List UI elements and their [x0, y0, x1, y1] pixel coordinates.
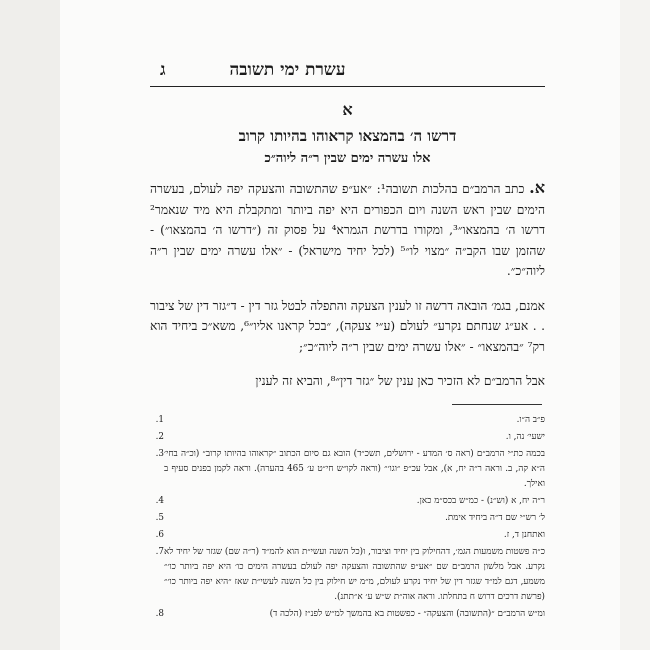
footnote-number: 7. — [155, 547, 164, 557]
footnote-text: ר״ה יח, א (וש״נ) - כמ״ש בכס״מ כאן. — [416, 496, 545, 506]
footnote-number: 3. — [155, 449, 164, 459]
paragraph-3: אבל הרמב״ם לא הזכיר כאן ענין של ״גזר דין״⁸, והביא זה לענין — [255, 374, 545, 388]
footnote — [150, 413, 545, 428]
page-gutter — [0, 0, 60, 650]
running-header-title: עשרת ימי תשובה — [229, 60, 346, 80]
footnote-number: 4. — [155, 496, 164, 506]
footnote-number: 5. — [155, 513, 164, 523]
paragraph-1 — [150, 178, 545, 282]
footnote — [150, 528, 545, 543]
footnote-text: בכמה כת״י הרמב״ם (ראה ס׳ המדע - ירושלים, תשכ״ד) הובא גם סיום הכתוב ״קראוהו בהיותו קרוב״ (וכ״ה בחי׳ ה״א קה, ב. וראה ר״ה יח, א), אבל עכ״פ ״וגו׳״ (וראה לקו״ש חי״ט ע׳ 465 בהערה). וראה לקמן בפנים סעיף ב ואילך. — [164, 449, 545, 489]
footnote-text: פ״ב ה״ו. — [516, 415, 545, 425]
footnote-number: 6. — [155, 530, 164, 540]
footnote-number: 1. — [155, 415, 164, 425]
footnote — [150, 545, 545, 605]
footnote-text: ישעי׳ נה, ו. — [505, 432, 545, 442]
footnote-number: 2. — [155, 432, 164, 442]
paragraph-2: אמנם, בגמ׳ הובאה דרשה זו לענין הצעקה והתפלה לבטל גזר דין - ד״גזר דין של ציבור . . אע״ג שנחתם נקרע״ לעולם (ע״י צעקה), ״בכל קראנו אליו״⁶, משא״כ ביחיד הוא רק⁷ ״בהמצאו״ - ״אלו עשרה ימים שבין ר״ה ליוה״כ״; — [150, 298, 545, 354]
chapter-letter: א — [342, 100, 353, 119]
footnote-text: ואתחנן ד, ז. — [503, 530, 545, 540]
chapter-subtitle: אלו עשרה ימים שבין ר״ה ליוה״כ — [264, 151, 431, 166]
chapter-title: דרשו ה׳ בהמצאו קראוהו בהיותו קרוב — [238, 127, 457, 145]
paragraph-lead-letter: א. — [529, 178, 545, 197]
page-number: ג — [160, 60, 166, 80]
body-text — [150, 178, 545, 406]
header-divider — [150, 86, 545, 87]
footnote-text: כ״ה פשטות משמעות הגמ׳, דהחילוק בין יחיד וציבור, ו(כל השנה ועשי״ת הוא להמ״ד (ר״ה שם) שגזר של יחיד לא נקרע. אבל מלשון הרמב״ם שם ״אע״פ שהתשובה והצעקה יפה לעולם בעשרה הימים כו׳ היא יפה ביותר כו׳״ משמע, דגם למ״ד שגזר דין של יחיד נקרע לעולם, מ״מ יש חילוק בין כל השנה לעשי״ת שאז ״היא יפה ביותר כו׳״ (פרשת דרכים דרוש ח בתחלתו. וראה אוה״ת ש״ש ע׳ א״תתנ). — [164, 547, 545, 602]
footnote-divider — [452, 404, 542, 405]
footnote — [150, 447, 545, 492]
footnote — [150, 494, 545, 509]
footnote-text: ומ״ש הרמב״ם ״(התשובה) והצעקה״ - כפשטות בא בהמשך למ״ש לפנ״ז (הלכה ד) — [269, 609, 545, 619]
footnote — [150, 511, 545, 526]
paragraph-1-text: כתב הרמב״ם בהלכות תשובה¹: ״אע״פ שהתשובה והצעקה יפה לעולם, בעשרה הימים שבין ראש השנה ויום הכפורים היא יפה ביותר ומתקבלת היא מיד שנאמר² דרשו ה׳ בהמצאו״³, ומקורו בדרשת הגמרא⁴ על פסוק זה (״דרשו ה׳ בהמצאו״) - שהזמן שבו הקב״ה ״מצוי לו״⁵ (לכל יחיד מישראל) - ״אלו עשרה ימים שבין ר״ה ליוה״כ״. — [150, 182, 545, 278]
footnote-number: 8. — [155, 609, 164, 619]
footnote-text: ל׳ רש״י שם ד״ה ביחיד אימת. — [445, 513, 545, 523]
footnote — [150, 607, 545, 622]
footnote — [150, 430, 545, 445]
footnotes — [150, 413, 545, 624]
